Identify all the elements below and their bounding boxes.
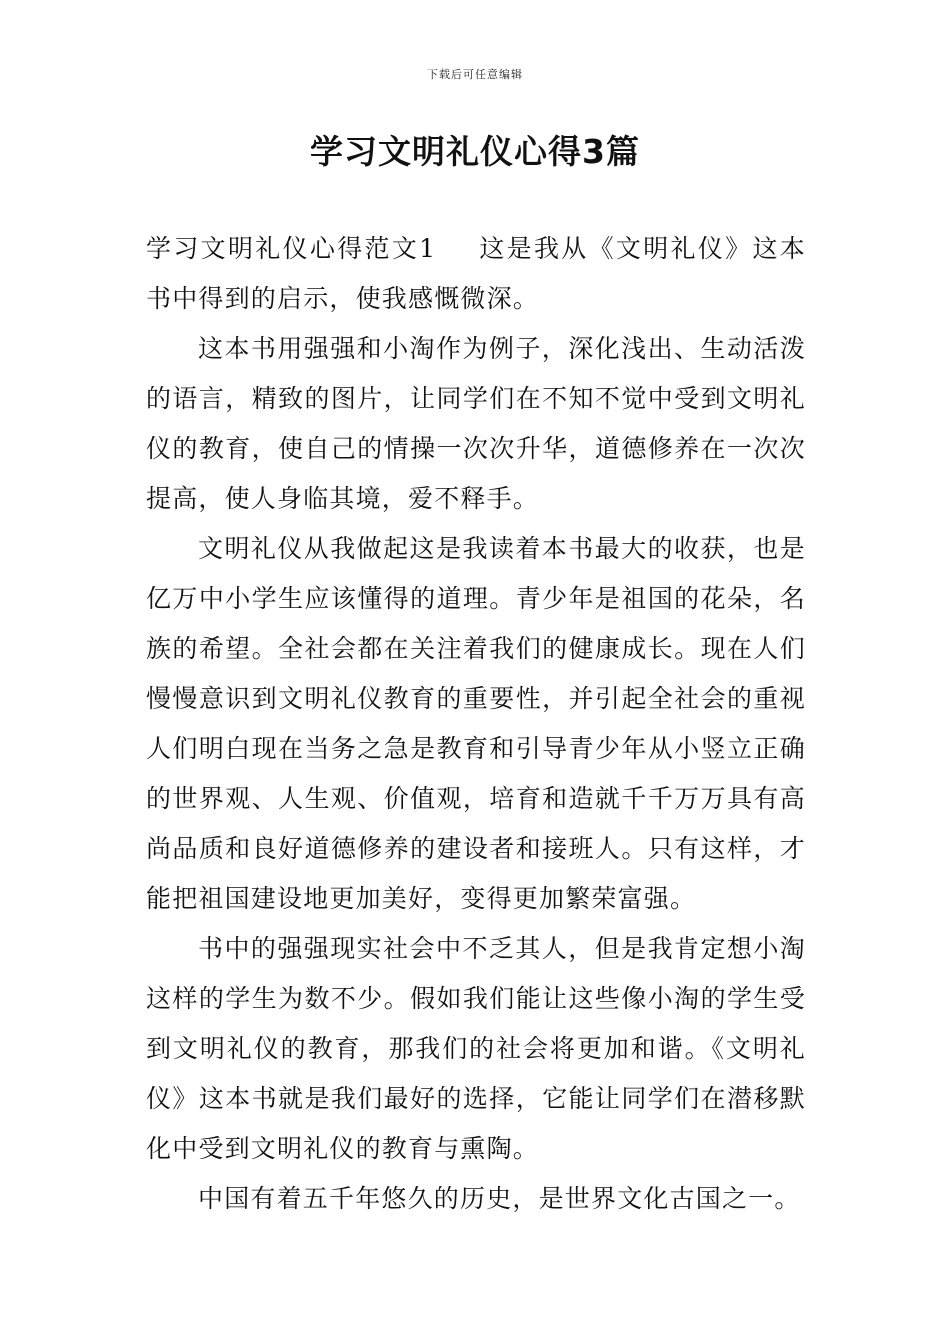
- intro-heading: 学习文明礼仪心得范文1: [146, 234, 437, 263]
- body-paragraph: 中国有着五千年悠久的历史，是世界文化古国之一。: [198, 1184, 801, 1213]
- body-paragraph: 书中的强强现实社会中不乏其人，但是我肯定想小淘这样的学生为数不少。假如我们能让这些像小淘的学生受到文明礼仪的教育，那我们的社会将更加和谐。《文明礼仪》这本书就是我们最好的选择，它能让同学们在潜移默化中受到文明礼仪的教育与熏陶。: [146, 934, 806, 1163]
- document-title: 学习文明礼仪心得3篇: [310, 132, 640, 171]
- document-body: [146, 224, 806, 1224]
- intro-text: 这是我从《文明礼仪》这本书中得到的启示，使我感慨微深。: [146, 234, 807, 313]
- body-paragraph: 这本书用强强和小淘作为例子，深化浅出、生动活泼的语言，精致的图片，让同学们在不知不觉中受到文明礼仪的教育，使自己的情操一次次升华，道德修养在一次次提高，使人身临其境，爱不释手。: [146, 334, 806, 513]
- body-paragraph: 文明礼仪从我做起这是我读着本书最大的收获，也是亿万中小学生应该懂得的道理。青少年是祖国的花朵，名族的希望。全社会都在关注着我们的健康成长。现在人们慢慢意识到文明礼仪教育的重要性，并引起全社会的重视人们明白现在当务之急是教育和引导青少年从小竖立正确的世界观、人生观、价值观，培育和造就千千万万具有高尚品质和良好道德修养的建设者和接班人。只有这样，才能把祖国建设地更加美好，变得更加繁荣富强。: [146, 534, 806, 913]
- intro-paragraph: [146, 224, 806, 324]
- header-note: 下载后可任意编辑: [427, 68, 523, 81]
